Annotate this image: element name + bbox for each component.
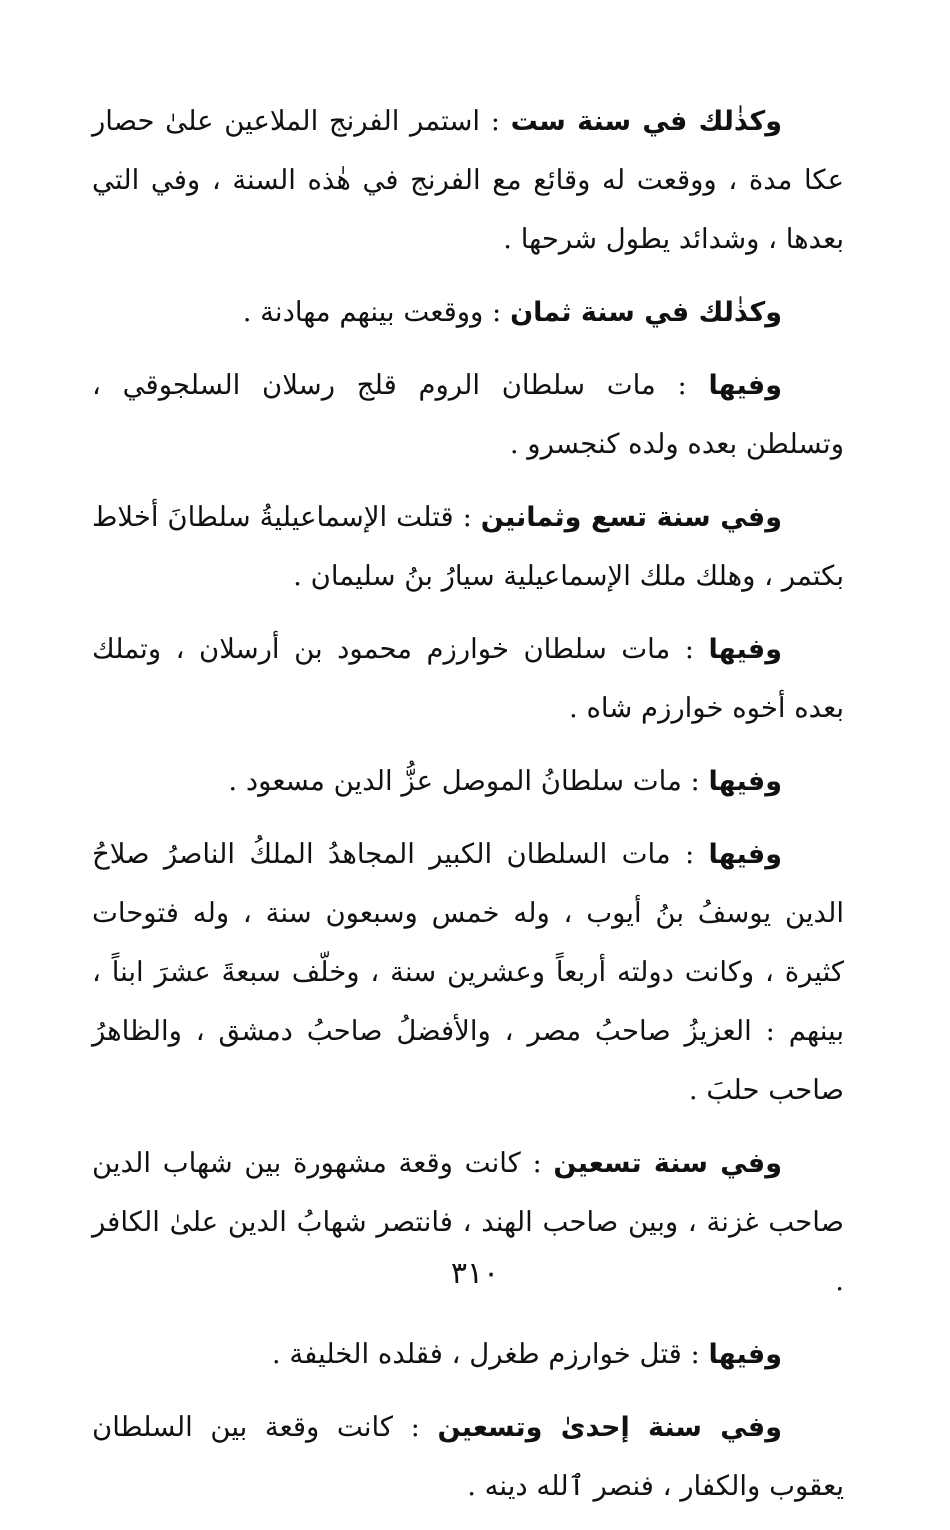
paragraph-salah-al-din: [92, 825, 844, 1120]
paragraph-year-ninety-one: [92, 1398, 844, 1516]
paragraph-rum-sultan: [92, 356, 844, 474]
paragraph-text: : استمر الفرنج الملاعين علىٰ حصار عكا مدة ، ووقعت له وقائع مع الفرنج في هٰذه السنة ، وفي التي بعدها ، وشدائد يطول شرحها .: [92, 105, 844, 255]
paragraph-khwarazm-sultan: [92, 620, 844, 738]
paragraph-year-eight: [92, 283, 844, 342]
paragraph-text: : كانت وقعة مشهورة بين شهاب الدين صاحب غزنة ، وبين صاحب الهند ، فانتصر شهابُ الدين علىٰ الكافر .: [92, 1147, 845, 1297]
paragraph-lead: وكذٰلك في سنة ست: [510, 106, 783, 137]
paragraph-mosul-sultan: [92, 752, 844, 811]
paragraph-text: : مات سلطان الروم قلج رسلان السلجوقي ، وتسلطن بعده ولده كنجسرو .: [92, 369, 844, 460]
paragraph-lead: وفي سنة تسع وثمانين: [480, 502, 782, 533]
paragraph-text: : قتل خوارزم طغرل ، فقلده الخليفة .: [271, 1338, 709, 1370]
paragraph-text: : ووقعت بينهم مهادنة .: [242, 296, 511, 328]
paragraph-lead: وفي سنة إحدىٰ وتسعين: [437, 1412, 783, 1443]
page-number: ٣١٠: [450, 1256, 500, 1291]
document-page: [92, 92, 844, 1530]
paragraph-text: : كانت وقعة بين السلطان يعقوب والكفار ، فنصر ٱلله دينه .: [92, 1411, 844, 1502]
paragraph-lead: وفيها: [708, 1339, 782, 1370]
paragraph-year-six: [92, 92, 844, 269]
paragraph-lead: وفيها: [708, 370, 782, 401]
paragraph-text: : قتلت الإسماعيليةُ سلطانَ أخلاط بكتمر ، وهلك ملك الإسماعيلية سيارُ بنُ سليمان .: [92, 501, 844, 592]
paragraph-lead: وفي سنة تسعين: [553, 1148, 782, 1179]
paragraph-year-eighty-nine: [92, 488, 844, 606]
paragraph-khwarazm-tughril: [92, 1325, 844, 1384]
paragraph-lead: وفيها: [708, 634, 782, 665]
paragraph-lead: وكذٰلك في سنة ثمان: [510, 297, 782, 328]
paragraph-text: : مات السلطان الكبير المجاهدُ الملكُ الناصرُ صلاحُ الدين يوسفُ بنُ أيوب ، وله خمس وسبعون سنة ، وله فتوحات كثيرة ، وكانت دولته أربعاً وعشرين سنة ، وخلّف سبعةَ عشرَ ابناً ، بينهم : العزيزُ صاحبُ مصر ، والأفضلُ صاحبُ دمشق ، والظاهرُ صاحب حلبَ .: [92, 838, 844, 1106]
paragraph-text: : مات سلطان خوارزم محمود بن أرسلان ، وتملك بعده أخوه خوارزم شاه .: [92, 633, 844, 724]
paragraph-lead: وفيها: [708, 839, 782, 870]
paragraph-text: : مات سلطانُ الموصل عزُّ الدين مسعود .: [228, 765, 709, 797]
paragraph-lead: وفيها: [708, 766, 782, 797]
